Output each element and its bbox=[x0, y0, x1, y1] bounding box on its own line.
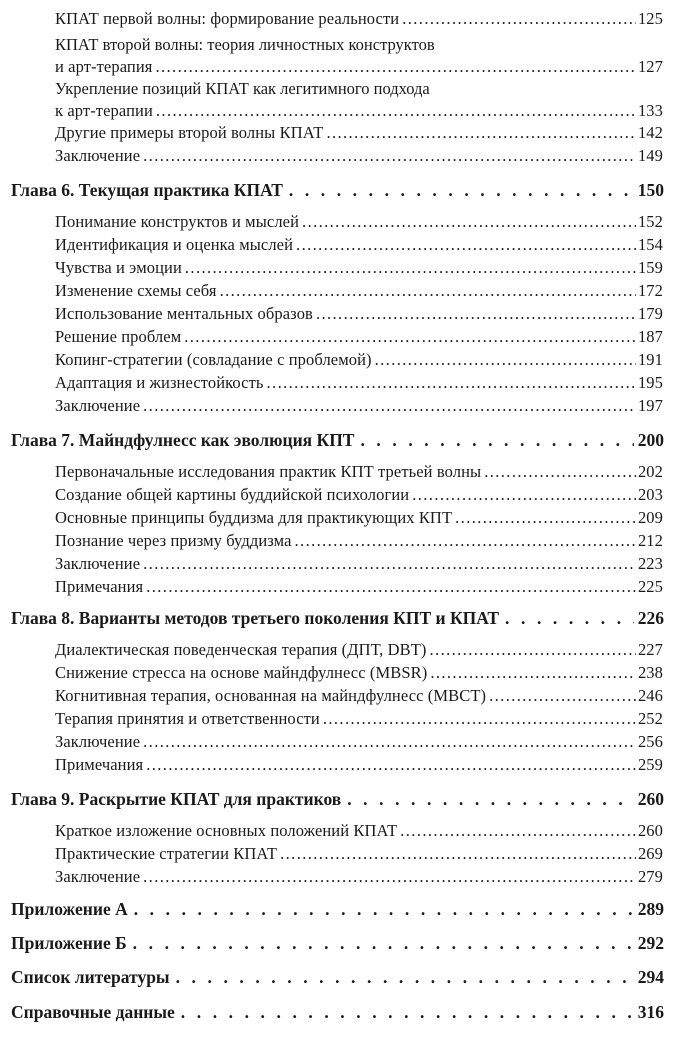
toc-entry-title: КПАТ первой волны: формирование реальности bbox=[55, 9, 400, 28]
toc-entry-title: Практические стратегии КПАТ bbox=[55, 844, 278, 863]
toc-entry-page: 179 bbox=[637, 304, 663, 323]
dot-leader bbox=[133, 933, 634, 954]
toc-entry-page: 238 bbox=[637, 663, 663, 682]
toc-entry-page: 133 bbox=[637, 101, 663, 120]
toc-chapter-page: 150 bbox=[637, 180, 664, 200]
toc-entry-title: Первоначальные исследования практик КПТ третьей волны bbox=[55, 462, 482, 481]
toc-entry-page: 227 bbox=[637, 640, 663, 659]
toc-chapter-title: Список литературы bbox=[11, 967, 170, 987]
dot-leader bbox=[184, 327, 636, 347]
toc-chapter bbox=[11, 899, 664, 920]
toc-entry bbox=[55, 396, 663, 416]
toc-entry bbox=[55, 508, 663, 528]
dot-leader bbox=[455, 508, 636, 528]
dot-leader bbox=[347, 789, 634, 810]
toc-entry bbox=[55, 640, 663, 660]
toc-entry-page: 152 bbox=[637, 212, 663, 231]
toc-chapter-page: 200 bbox=[637, 430, 664, 450]
toc-chapter-page: 294 bbox=[637, 967, 664, 987]
toc-chapter bbox=[11, 1002, 664, 1023]
dot-leader bbox=[430, 663, 636, 683]
toc-entry bbox=[55, 554, 663, 574]
toc-entry bbox=[55, 304, 663, 324]
toc-entry bbox=[55, 755, 663, 775]
dot-leader bbox=[289, 180, 634, 201]
dot-leader bbox=[143, 396, 636, 416]
dot-leader bbox=[143, 867, 636, 887]
dot-leader bbox=[280, 844, 636, 864]
toc-entry-page: 127 bbox=[637, 57, 663, 76]
toc-chapter-page: 260 bbox=[637, 789, 664, 809]
toc-entry-page: 256 bbox=[637, 732, 663, 751]
toc-chapter bbox=[11, 967, 664, 988]
toc-entry-title: Заключение bbox=[55, 146, 141, 165]
toc-entry-title: Диалектическая поведенческая терапия (ДПТ, DBT) bbox=[55, 640, 427, 659]
dot-leader bbox=[484, 462, 636, 482]
toc-chapter bbox=[11, 430, 664, 451]
toc-entry bbox=[55, 101, 663, 121]
dot-leader bbox=[155, 57, 635, 77]
toc-entry bbox=[55, 485, 663, 505]
toc-entry-title: Заключение bbox=[55, 554, 141, 573]
toc-chapter-page: 316 bbox=[637, 1002, 664, 1022]
toc-entry-title: Снижение стресса на основе майндфулнесс (MBSR) bbox=[55, 663, 428, 682]
toc-entry bbox=[55, 146, 663, 166]
toc-entry-title: Другие примеры второй волны КПАТ bbox=[55, 123, 324, 142]
toc-entry-page: 149 bbox=[637, 146, 663, 165]
toc-entry-title: Примечания bbox=[55, 577, 144, 596]
dot-leader bbox=[302, 212, 636, 232]
toc-chapter-title: Приложение Б bbox=[11, 933, 127, 953]
toc-entry bbox=[55, 258, 663, 278]
toc-entry-page: 260 bbox=[637, 821, 663, 840]
dot-leader bbox=[489, 686, 636, 706]
toc-entry-page: 203 bbox=[637, 485, 663, 504]
toc-entry-title: Изменение схемы себя bbox=[55, 281, 217, 300]
toc-entry-title: Чувства и эмоции bbox=[55, 258, 182, 277]
toc-entry-page: 197 bbox=[637, 396, 663, 415]
toc-entry-title: Заключение bbox=[55, 396, 141, 415]
toc-entry-title-line1: Укрепление позиций КПАТ как легитимного подхода bbox=[55, 79, 430, 98]
toc-entry-title: Создание общей картины буддийской психологии bbox=[55, 485, 410, 504]
toc-entry bbox=[55, 57, 663, 77]
dot-leader bbox=[267, 373, 636, 393]
toc-entry-title: Использование ментальных образов bbox=[55, 304, 313, 323]
dot-leader bbox=[134, 899, 634, 920]
toc-entry-page: 195 bbox=[637, 373, 663, 392]
toc-entry-page: 269 bbox=[637, 844, 663, 863]
toc-chapter-title: Справочные данные bbox=[11, 1002, 175, 1022]
toc-entry-title: к арт-терапии bbox=[55, 101, 153, 120]
toc-entry-page: 223 bbox=[637, 554, 663, 573]
dot-leader bbox=[143, 732, 636, 752]
toc-entry-page: 159 bbox=[637, 258, 663, 277]
toc-entry-page: 225 bbox=[637, 577, 663, 596]
dot-leader bbox=[146, 755, 636, 775]
dot-leader bbox=[430, 640, 636, 660]
dot-leader bbox=[402, 9, 636, 29]
dot-leader bbox=[295, 531, 636, 551]
toc-entry bbox=[55, 686, 663, 706]
toc-entry bbox=[55, 867, 663, 887]
toc-entry-title: Адаптация и жизнестойкость bbox=[55, 373, 264, 392]
toc-entry bbox=[55, 531, 663, 551]
toc-entry-page: 187 bbox=[637, 327, 663, 346]
toc-entry-page: 279 bbox=[637, 867, 663, 886]
dot-leader bbox=[316, 304, 636, 324]
toc-entry-title: Познание через призму буддизма bbox=[55, 531, 292, 550]
toc-chapter-title: Глава 6. Текущая практика КПАТ bbox=[11, 180, 283, 200]
dot-leader bbox=[181, 1002, 634, 1023]
toc-entry-title: Заключение bbox=[55, 732, 141, 751]
toc-entry bbox=[55, 732, 663, 752]
toc-chapter-page: 289 bbox=[637, 899, 664, 919]
toc-entry-title: Заключение bbox=[55, 867, 141, 886]
toc-chapter bbox=[11, 608, 664, 629]
toc-entry bbox=[55, 235, 663, 255]
dot-leader bbox=[323, 709, 636, 729]
toc-entry bbox=[55, 709, 663, 729]
toc-entry-title: Идентификация и оценка мыслей bbox=[55, 235, 294, 254]
dot-leader bbox=[296, 235, 636, 255]
toc-entry-title: Понимание конструктов и мыслей bbox=[55, 212, 300, 231]
toc-entry bbox=[55, 844, 663, 864]
toc-entry bbox=[55, 373, 663, 393]
toc-entry bbox=[55, 123, 663, 143]
toc-entry-page: 172 bbox=[637, 281, 663, 300]
toc-entry-title: Решение проблем bbox=[55, 327, 182, 346]
toc-entry bbox=[55, 821, 663, 841]
toc-chapter-page: 226 bbox=[637, 608, 664, 628]
toc-entry bbox=[55, 577, 663, 597]
toc-entry-title: Терапия принятия и ответственности bbox=[55, 709, 320, 728]
toc-chapter-title: Глава 7. Майндфулнесс как эволюция КПТ bbox=[11, 430, 355, 450]
toc-entry-title: и арт-терапия bbox=[55, 57, 153, 76]
toc-chapter-title: Приложение А bbox=[11, 899, 128, 919]
dot-leader bbox=[146, 577, 636, 597]
toc-entry-title: Примечания bbox=[55, 755, 144, 774]
toc-entry-page: 154 bbox=[637, 235, 663, 254]
toc-entry bbox=[55, 663, 663, 683]
dot-leader bbox=[375, 350, 636, 370]
dot-leader bbox=[360, 430, 633, 451]
toc-chapter bbox=[11, 180, 664, 201]
toc-entry-title-line1: КПАТ второй волны: теория личностных конструктов bbox=[55, 35, 435, 54]
toc-entry-page: 142 bbox=[637, 123, 663, 142]
dot-leader bbox=[326, 123, 635, 143]
dot-leader bbox=[185, 258, 636, 278]
dot-leader bbox=[143, 146, 636, 166]
toc-entry-page: 125 bbox=[637, 9, 663, 28]
dot-leader bbox=[156, 101, 636, 121]
toc-chapter-title: Глава 8. Варианты методов третьего поколения КПТ и КПАТ bbox=[11, 608, 500, 628]
toc-chapter-page: 292 bbox=[637, 933, 664, 953]
toc-entry-title: Основные принципы буддизма для практикующих КПТ bbox=[55, 508, 453, 527]
toc-entry-page: 259 bbox=[637, 755, 663, 774]
toc-entry-page: 191 bbox=[637, 350, 663, 369]
dot-leader bbox=[400, 821, 636, 841]
toc-entry-page: 209 bbox=[637, 508, 663, 527]
toc-entry-title: Копинг-стратегии (совладание с проблемой) bbox=[55, 350, 372, 369]
toc-entry-title: Когнитивная терапия, основанная на майндфулнесс (MBCT) bbox=[55, 686, 487, 705]
toc-entry bbox=[55, 281, 663, 301]
toc-chapter bbox=[11, 789, 664, 810]
toc-entry-page: 202 bbox=[637, 462, 663, 481]
toc-entry bbox=[55, 327, 663, 347]
toc-entry bbox=[55, 462, 663, 482]
dot-leader bbox=[220, 281, 636, 301]
dot-leader bbox=[412, 485, 636, 505]
dot-leader bbox=[505, 608, 634, 629]
toc-entry bbox=[55, 212, 663, 232]
toc-entry bbox=[55, 9, 663, 29]
dot-leader bbox=[143, 554, 636, 574]
toc-entry bbox=[55, 350, 663, 370]
toc-chapter-title: Глава 9. Раскрытие КПАТ для практиков bbox=[11, 789, 342, 809]
toc-entry-page: 252 bbox=[637, 709, 663, 728]
toc-entry-title: Краткое изложение основных положений КПАТ bbox=[55, 821, 398, 840]
toc-entry-page: 246 bbox=[637, 686, 663, 705]
toc-chapter bbox=[11, 933, 664, 954]
toc-entry-page: 212 bbox=[637, 531, 663, 550]
dot-leader bbox=[176, 967, 634, 988]
